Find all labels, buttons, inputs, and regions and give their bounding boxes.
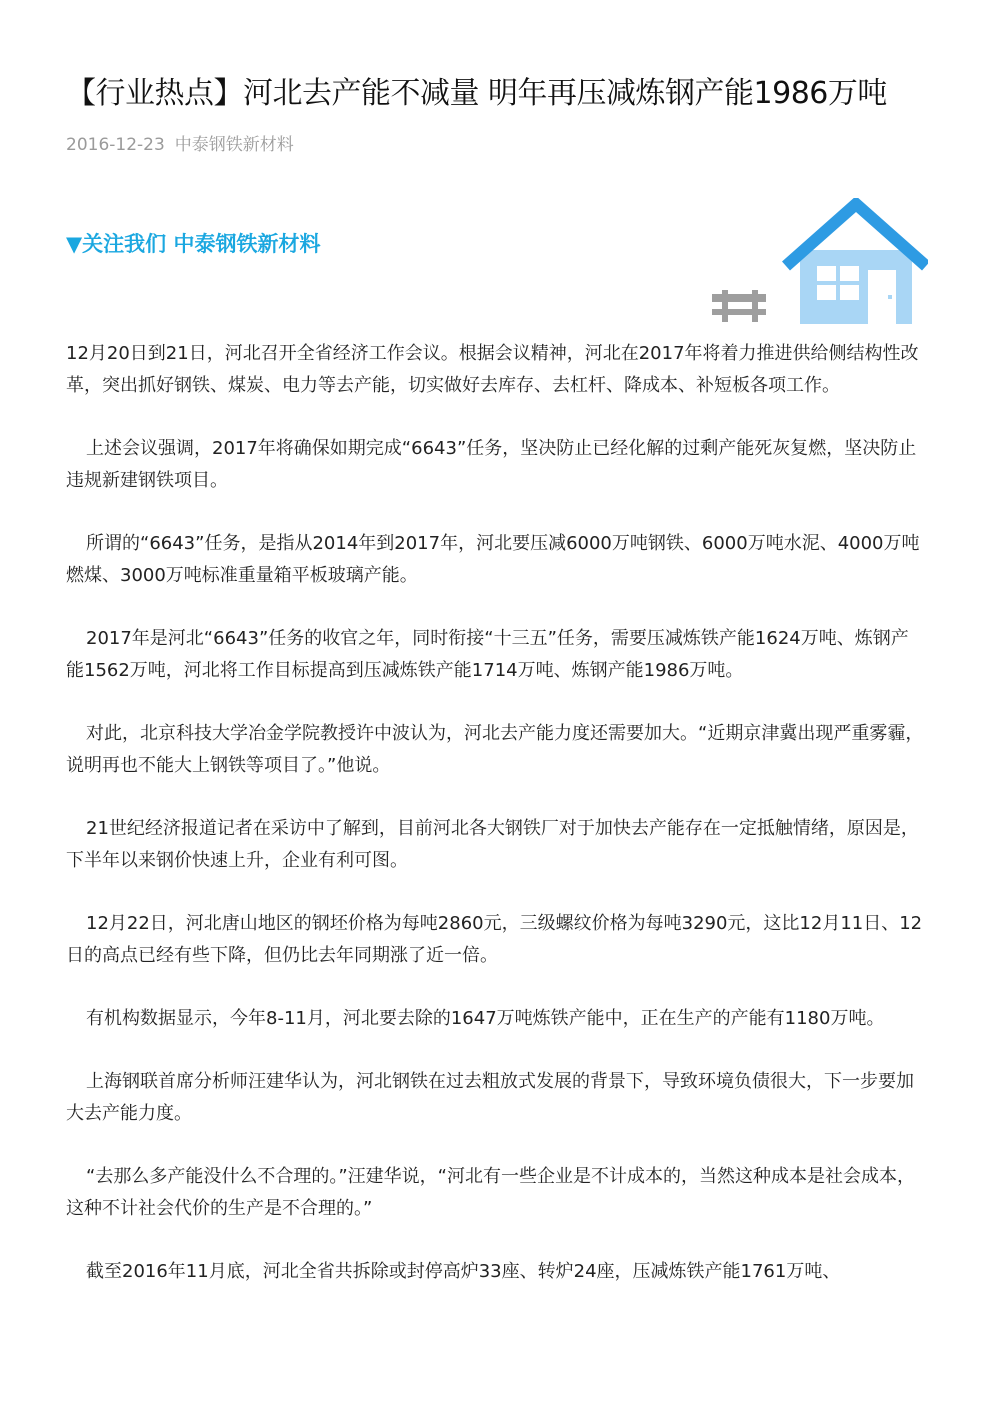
paragraph: 12月20日到21日，河北召开全省经济工作会议。根据会议精神，河北在2017年将着力推进供给侧结构性改革，突出抓好钢铁、煤炭、电力等去产能，切实做好去库存、去杠杆、降成本、补短板各项工作。 xyxy=(66,343,919,396)
paragraph: 上海钢联首席分析师汪建华认为，河北钢铁在过去粗放式发展的背景下，导致环境负债很大，下一步要加大去产能力度。 xyxy=(66,1071,914,1124)
house-icon xyxy=(700,198,928,328)
paragraph: 截至2016年11月底，河北全省共拆除或封停高炉33座、转炉24座，压减炼铁产能1761万吨、 xyxy=(86,1261,841,1282)
follow-us-banner[interactable]: ▼关注我们 中泰钢铁新材料 xyxy=(66,232,321,256)
paragraph: 所谓的“6643”任务，是指从2014年到2017年，河北要压减6000万吨钢铁、6000万吨水泥、4000万吨燃煤、3000万吨标准重量箱平板玻璃产能。 xyxy=(66,533,920,586)
article-body xyxy=(66,338,926,1319)
paragraph: 12月22日，河北唐山地区的钢坯价格为每吨2860元，三级螺纹价格为每吨3290元，这比12月11日、12日的高点已经有些下降，但仍比去年同期涨了近一倍。 xyxy=(66,913,923,966)
publish-date: 2016-12-23 xyxy=(66,135,165,155)
article-meta xyxy=(66,130,294,155)
paragraph: 对此，北京科技大学冶金学院教授许中波认为，河北去产能力度还需要加大。“近期京津冀出现严重雾霾，说明再也不能大上钢铁等项目了。”他说。 xyxy=(66,723,924,776)
paragraph: 上述会议强调，2017年将确保如期完成“6643”任务，坚决防止已经化解的过剩产能死灰复燃，坚决防止违规新建钢铁项目。 xyxy=(66,438,917,491)
fence-icon xyxy=(712,290,766,322)
paragraph: “去那么多产能没什么不合理的。”汪建华说，“河北有一些企业是不计成本的，当然这种成本是社会成本，这种不计社会代价的生产是不合理的。” xyxy=(66,1166,915,1219)
paragraph: 21世纪经济报道记者在采访中了解到，目前河北各大钢铁厂对于加快去产能存在一定抵触情绪，原因是，下半年以来钢价快速上升，企业有利可图。 xyxy=(66,818,919,871)
paragraph: 2017年是河北“6643”任务的收官之年，同时衔接“十三五”任务，需要压减炼铁产能1624万吨、炼钢产能1562万吨，河北将工作目标提高到压减炼铁产能1714万吨、炼钢产能1986万吨。 xyxy=(66,628,909,681)
article-title: 【行业热点】河北去产能不减量 明年再压减炼钢产能1986万吨 xyxy=(66,76,887,111)
source-account-link[interactable]: 中泰钢铁新材料 xyxy=(174,135,294,155)
paragraph: 有机构数据显示，今年8-11月，河北要去除的1647万吨炼铁产能中，正在生产的产能有1180万吨。 xyxy=(86,1008,885,1029)
